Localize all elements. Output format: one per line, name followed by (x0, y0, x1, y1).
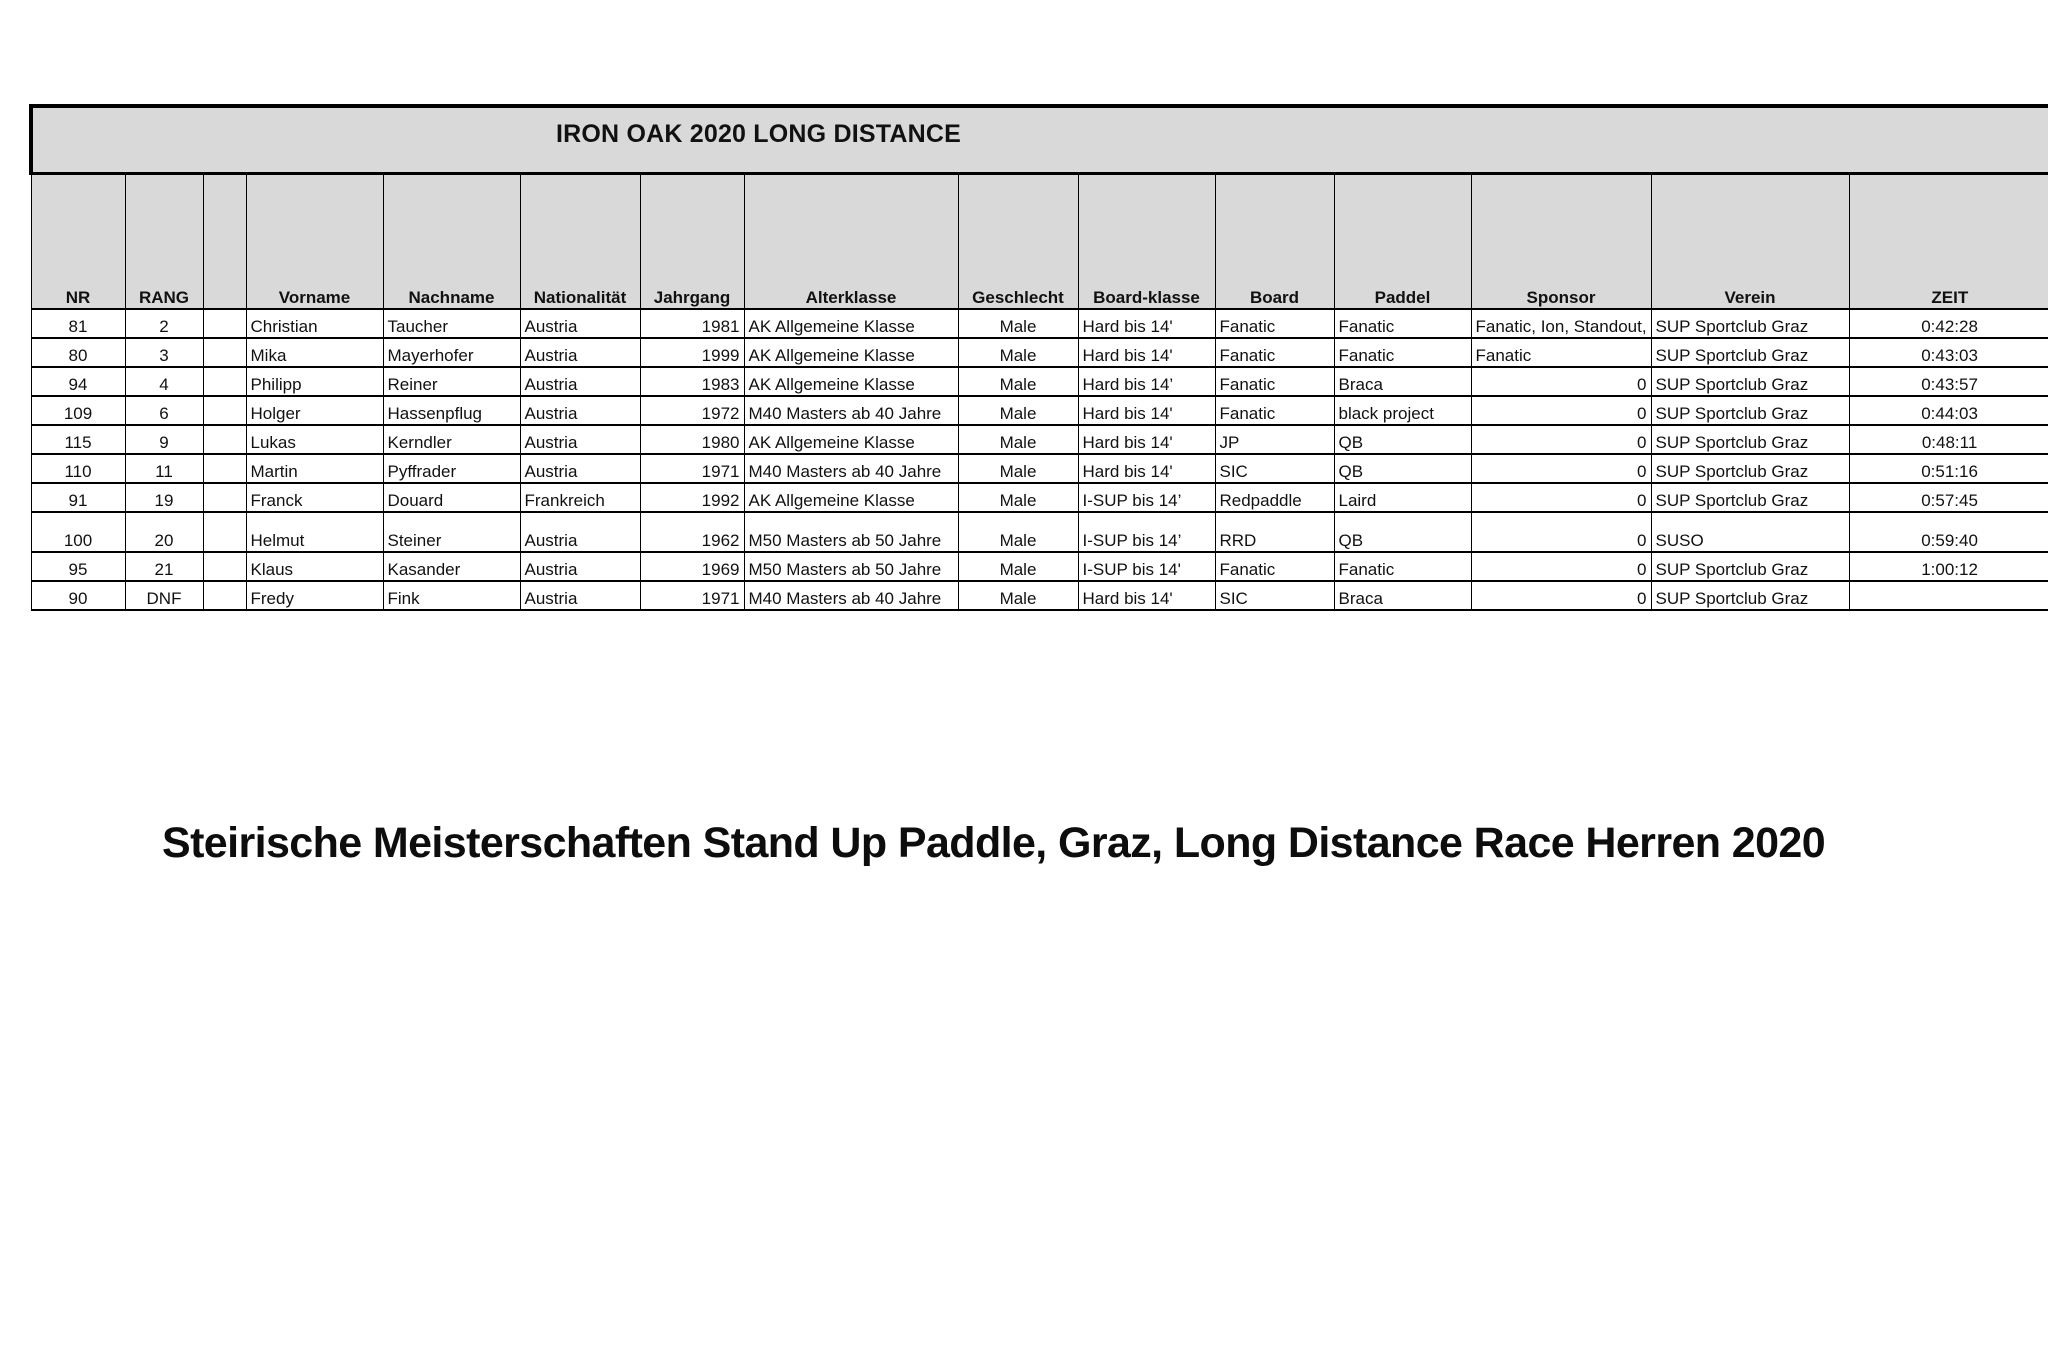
results-table (29, 104, 2048, 611)
table-title: IRON OAK 2020 LONG DISTANCE (556, 120, 961, 148)
cell-geschlecht: Male (958, 309, 1078, 338)
cell-alterklasse: AK Allgemeine Klasse (744, 309, 958, 338)
cell-paddel: Braca (1334, 581, 1471, 610)
cell-verein: SUP Sportclub Graz (1651, 367, 1849, 396)
cell-board-klasse: I-SUP bis 14’ (1078, 512, 1215, 552)
cell-nationalitaet: Austria (520, 396, 640, 425)
cell-zeit: 1:00:12 (1849, 552, 2048, 581)
cell-nachname: Kerndler (383, 425, 520, 454)
cell-nachname: Taucher (383, 309, 520, 338)
table-row (31, 552, 2048, 581)
cell-vorname: Franck (246, 483, 383, 512)
cell-board-klasse: Hard bis 14’ (1078, 367, 1215, 396)
cell-nachname: Pyffrader (383, 454, 520, 483)
cell-jahrgang: 1981 (640, 309, 744, 338)
cell-sponsor: 0 (1471, 512, 1651, 552)
cell-nationalitaet: Austria (520, 309, 640, 338)
cell-nationalitaet: Austria (520, 512, 640, 552)
cell-sponsor: 0 (1471, 483, 1651, 512)
cell-geschlecht: Male (958, 454, 1078, 483)
cell-alterklasse: M50 Masters ab 50 Jahre (744, 552, 958, 581)
cell-alterklasse: M50 Masters ab 50 Jahre (744, 512, 958, 552)
cell-nr: 110 (31, 454, 125, 483)
header-nachname: Nachname (383, 174, 520, 310)
header-alterklasse: Alterklasse (744, 174, 958, 310)
cell-blank (203, 552, 246, 581)
cell-alterklasse: M40 Masters ab 40 Jahre (744, 581, 958, 610)
cell-vorname: Martin (246, 454, 383, 483)
cell-paddel: Fanatic (1334, 309, 1471, 338)
cell-blank (203, 338, 246, 367)
cell-board: Fanatic (1215, 367, 1334, 396)
cell-alterklasse: AK Allgemeine Klasse (744, 338, 958, 367)
table-row (31, 396, 2048, 425)
cell-board-klasse: I-SUP bis 14’ (1078, 483, 1215, 512)
header-verein: Verein (1651, 174, 1849, 310)
cell-paddel: QB (1334, 425, 1471, 454)
cell-geschlecht: Male (958, 581, 1078, 610)
cell-alterklasse: M40 Masters ab 40 Jahre (744, 454, 958, 483)
cell-paddel: QB (1334, 512, 1471, 552)
header-board: Board (1215, 174, 1334, 310)
table-row (31, 512, 2048, 552)
table-row (31, 309, 2048, 338)
cell-nr: 90 (31, 581, 125, 610)
cell-alterklasse: AK Allgemeine Klasse (744, 483, 958, 512)
cell-verein: SUP Sportclub Graz (1651, 338, 1849, 367)
cell-nr: 91 (31, 483, 125, 512)
cell-sponsor: 0 (1471, 581, 1651, 610)
cell-nachname: Kasander (383, 552, 520, 581)
cell-geschlecht: Male (958, 512, 1078, 552)
cell-nr: 100 (31, 512, 125, 552)
cell-board: SIC (1215, 454, 1334, 483)
cell-alterklasse: AK Allgemeine Klasse (744, 425, 958, 454)
cell-paddel: Fanatic (1334, 338, 1471, 367)
header-board-klasse: Board-klasse (1078, 174, 1215, 310)
cell-jahrgang: 1983 (640, 367, 744, 396)
cell-nationalitaet: Frankreich (520, 483, 640, 512)
cell-geschlecht: Male (958, 483, 1078, 512)
cell-sponsor: Fanatic, Ion, Standout, (1471, 309, 1651, 338)
cell-sponsor: 0 (1471, 425, 1651, 454)
cell-paddel: black project (1334, 396, 1471, 425)
cell-geschlecht: Male (958, 425, 1078, 454)
header-zeit: ZEIT (1849, 174, 2048, 310)
cell-rang: DNF (125, 581, 203, 610)
cell-verein: SUP Sportclub Graz (1651, 581, 1849, 610)
cell-verein: SUP Sportclub Graz (1651, 425, 1849, 454)
cell-sponsor: Fanatic (1471, 338, 1651, 367)
cell-jahrgang: 1980 (640, 425, 744, 454)
cell-zeit: 0:44:03 (1849, 396, 2048, 425)
cell-vorname: Holger (246, 396, 383, 425)
cell-vorname: Klaus (246, 552, 383, 581)
cell-board: Fanatic (1215, 396, 1334, 425)
cell-board: Fanatic (1215, 552, 1334, 581)
cell-zeit: 0:59:40 (1849, 512, 2048, 552)
cell-nationalitaet: Austria (520, 367, 640, 396)
cell-nr: 95 (31, 552, 125, 581)
cell-nr: 81 (31, 309, 125, 338)
cell-board: JP (1215, 425, 1334, 454)
cell-geschlecht: Male (958, 367, 1078, 396)
cell-verein: SUP Sportclub Graz (1651, 454, 1849, 483)
cell-rang: 6 (125, 396, 203, 425)
cell-alterklasse: M40 Masters ab 40 Jahre (744, 396, 958, 425)
header-rang: RANG (125, 174, 203, 310)
cell-nr: 115 (31, 425, 125, 454)
cell-vorname: Christian (246, 309, 383, 338)
cell-nationalitaet: Austria (520, 425, 640, 454)
cell-rang: 4 (125, 367, 203, 396)
table-row (31, 454, 2048, 483)
cell-zeit: 0:57:45 (1849, 483, 2048, 512)
table-row (31, 581, 2048, 610)
table-row (31, 425, 2048, 454)
cell-nachname: Hassenpflug (383, 396, 520, 425)
cell-rang: 11 (125, 454, 203, 483)
cell-zeit: 0:42:28 (1849, 309, 2048, 338)
cell-vorname: Philipp (246, 367, 383, 396)
title-row (31, 106, 2048, 174)
cell-rang: 3 (125, 338, 203, 367)
header-vorname: Vorname (246, 174, 383, 310)
cell-paddel: QB (1334, 454, 1471, 483)
cell-jahrgang: 1992 (640, 483, 744, 512)
cell-nr: 94 (31, 367, 125, 396)
cell-board-klasse: Hard bis 14' (1078, 309, 1215, 338)
cell-verein: SUSO (1651, 512, 1849, 552)
cell-zeit (1849, 581, 2048, 610)
cell-jahrgang: 1962 (640, 512, 744, 552)
header-sponsor: Sponsor (1471, 174, 1651, 310)
header-paddel: Paddel (1334, 174, 1471, 310)
cell-sponsor: 0 (1471, 552, 1651, 581)
header-blank (203, 174, 246, 310)
cell-vorname: Fredy (246, 581, 383, 610)
header-geschlecht: Geschlecht (958, 174, 1078, 310)
cell-rang: 9 (125, 425, 203, 454)
cell-nachname: Steiner (383, 512, 520, 552)
cell-rang: 21 (125, 552, 203, 581)
cell-board: Redpaddle (1215, 483, 1334, 512)
cell-blank (203, 309, 246, 338)
cell-board-klasse: Hard bis 14' (1078, 425, 1215, 454)
cell-sponsor: 0 (1471, 454, 1651, 483)
cell-jahrgang: 1969 (640, 552, 744, 581)
cell-nachname: Douard (383, 483, 520, 512)
cell-rang: 20 (125, 512, 203, 552)
event-caption: Steirische Meisterschaften Stand Up Paddle, Graz, Long Distance Race Herren 2020 (162, 819, 1826, 867)
cell-vorname: Mika (246, 338, 383, 367)
cell-nationalitaet: Austria (520, 581, 640, 610)
cell-zeit: 0:51:16 (1849, 454, 2048, 483)
cell-board: RRD (1215, 512, 1334, 552)
cell-verein: SUP Sportclub Graz (1651, 309, 1849, 338)
cell-nachname: Reiner (383, 367, 520, 396)
cell-paddel: Braca (1334, 367, 1471, 396)
cell-nr: 80 (31, 338, 125, 367)
cell-jahrgang: 1971 (640, 454, 744, 483)
cell-jahrgang: 1972 (640, 396, 744, 425)
cell-board-klasse: Hard bis 14' (1078, 581, 1215, 610)
cell-blank (203, 483, 246, 512)
cell-verein: SUP Sportclub Graz (1651, 552, 1849, 581)
header-nr: NR (31, 174, 125, 310)
cell-vorname: Lukas (246, 425, 383, 454)
cell-jahrgang: 1971 (640, 581, 744, 610)
cell-alterklasse: AK Allgemeine Klasse (744, 367, 958, 396)
cell-zeit: 0:43:57 (1849, 367, 2048, 396)
cell-rang: 19 (125, 483, 203, 512)
cell-geschlecht: Male (958, 396, 1078, 425)
cell-nachname: Mayerhofer (383, 338, 520, 367)
cell-jahrgang: 1999 (640, 338, 744, 367)
cell-blank (203, 581, 246, 610)
cell-board: Fanatic (1215, 338, 1334, 367)
table-row (31, 483, 2048, 512)
cell-nationalitaet: Austria (520, 338, 640, 367)
cell-geschlecht: Male (958, 552, 1078, 581)
cell-sponsor: 0 (1471, 396, 1651, 425)
cell-blank (203, 454, 246, 483)
cell-blank (203, 367, 246, 396)
cell-rang: 2 (125, 309, 203, 338)
cell-blank (203, 425, 246, 454)
cell-board-klasse: Hard bis 14' (1078, 454, 1215, 483)
cell-geschlecht: Male (958, 338, 1078, 367)
cell-board-klasse: Hard bis 14' (1078, 338, 1215, 367)
cell-nationalitaet: Austria (520, 454, 640, 483)
cell-verein: SUP Sportclub Graz (1651, 483, 1849, 512)
cell-board-klasse: I-SUP bis 14' (1078, 552, 1215, 581)
cell-blank (203, 512, 246, 552)
cell-board-klasse: Hard bis 14' (1078, 396, 1215, 425)
cell-board: SIC (1215, 581, 1334, 610)
cell-nr: 109 (31, 396, 125, 425)
cell-nachname: Fink (383, 581, 520, 610)
cell-nationalitaet: Austria (520, 552, 640, 581)
cell-board: Fanatic (1215, 309, 1334, 338)
header-nationalitaet: Nationalität (520, 174, 640, 310)
cell-paddel: Laird (1334, 483, 1471, 512)
cell-paddel: Fanatic (1334, 552, 1471, 581)
cell-verein: SUP Sportclub Graz (1651, 396, 1849, 425)
cell-sponsor: 0 (1471, 367, 1651, 396)
cell-vorname: Helmut (246, 512, 383, 552)
cell-zeit: 0:43:03 (1849, 338, 2048, 367)
header-row (31, 174, 2048, 310)
table-row (31, 338, 2048, 367)
cell-zeit: 0:48:11 (1849, 425, 2048, 454)
cell-blank (203, 396, 246, 425)
header-jahrgang: Jahrgang (640, 174, 744, 310)
table-row (31, 367, 2048, 396)
